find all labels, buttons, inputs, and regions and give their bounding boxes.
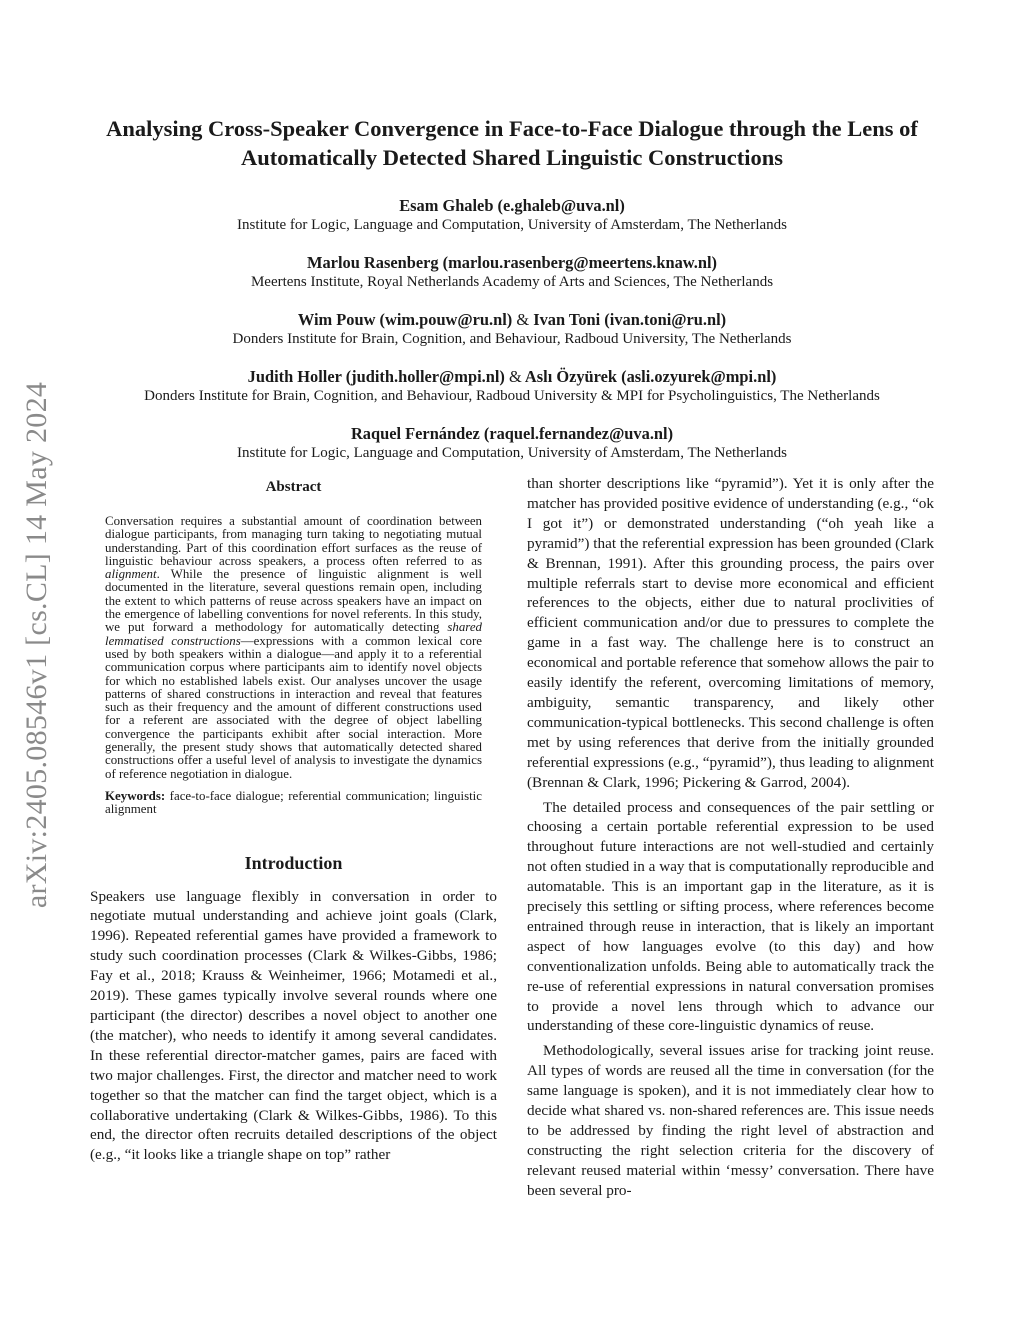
author-list (90, 195, 934, 463)
paper-title: Analysing Cross-Speaker Convergence in Face-to-Face Dialogue through the Lens of Automatically Detected Shared Linguistic Constructions (106, 116, 918, 170)
author-group (90, 423, 934, 463)
author-names-pair (90, 309, 934, 330)
arxiv-stamp (8, 345, 66, 945)
author-name: Raquel Fernández (raquel.fernandez@uva.nl) (350, 424, 674, 443)
author-separator: & (516, 310, 530, 329)
author-separator: & (508, 367, 522, 386)
author-group (90, 309, 934, 349)
right-column (527, 474, 934, 1201)
section-heading-introduction: Introduction (244, 852, 343, 873)
emphasis-shared-constructions: shared lemmatised constructions (105, 620, 482, 648)
keywords (105, 790, 482, 817)
body-paragraph: Speakers use language flexibly in conversation in order to negotiate mutual understanding and achieve joint goals (Clark, 1996). Repeated referential games have provided a framework to study such coordination processes (Clark & Wilkes-Gibbs, 1986; Fay et al., 2018; Krauss & Weinheimer, 1966; Motamedi et al., 2019). These games typically involve several rounds where one participant (the director) describes a novel object to another one (the matcher), who needs to identify it among several candidates. In these referential director-matcher games, pairs are faced with two major challenges. First, the director and matcher need to work together so that the matcher can find the target object, which is a collaborative undertaking (Clark & Wilkes-Gibbs, 1986). To this end, the director often recruits detailed descriptions of the object (e.g., “it looks like a triangle shape on top” rather (90, 887, 497, 1164)
author-group (90, 366, 934, 406)
abstract-text: Conversation requires a substantial amount of coordination between dialogue participants, from managing turn taking to negotiating mutual understanding. Part of this coordination effort surfaces as the reuse of linguistic behaviour across speakers, a process often referred to as alignment. While the presence of linguistic alignment is well documented in the literature, several questions remain open, including the extent to which patterns of reuse across speakers have an impact on the emergence of labelling conventions for novel referents. In this study, we put forward a methodology for automatically detecting shared lemmatised constructions—expressions with a common lexical core used by both speakers within a dialogue—and apply it to a referential communication corpus where participants aim to identify novel objects for which no established labels exist. Our analyses uncover the usage patterns of shared constructions in interaction and reveal that features such as their frequency and the amount of different constructions used for a referent are associated with the degree of object labelling convergence the participants exhibit after social interaction. More generally, the present study shows that automatically detected shared constructions offer a useful level of analysis to investigate the dynamics of reference negotiation in dialogue. (105, 514, 482, 781)
abstract-section (90, 478, 497, 817)
author-affiliation: Meertens Institute, Royal Netherlands Academy of Arts and Sciences, The Netherlands (250, 274, 774, 290)
body-paragraph: The detailed process and consequences of the pair settling or choosing a certain portable referential expression to be used throughout future interactions are not well-studied and certainly not often studied in a way that is computationally reproducible and automatable. This is an important gap in the literature, as it is precisely this settling or sifting process, where references become entrained through reuse in interaction, that is likely an important aspect of how languages evolve (to this day) and how conventionalization unfolds. Being able to automatically track the re-use of referential expressions in natural conversation promises to provide a novel lens through which to advance our understanding of these core-linguistic dynamics of reuse. (527, 798, 934, 1035)
left-column (90, 478, 497, 1165)
keywords-label: Keywords: (105, 788, 166, 803)
title-block (90, 114, 934, 480)
author-name: Judith Holler (judith.holler@mpi.nl) (247, 367, 505, 386)
author-name: Wim Pouw (wim.pouw@ru.nl) (297, 310, 513, 329)
abstract-heading: Abstract (265, 479, 322, 495)
author-names-pair (90, 366, 934, 387)
author-affiliation: Donders Institute for Brain, Cognition, and Behaviour, Radboud University, The Netherlands (232, 331, 792, 347)
emphasis-alignment: alignment (105, 567, 157, 582)
body-paragraph: Methodologically, several issues arise for tracking joint reuse. All types of words are reused all the time in conversation (for the same language is spoken), and it is not immediately clear how to decide what shared vs. non-shared references are. This issue needs to be addressed by finding the right level of abstraction and constructing the right selection criteria for the discovery of relevant reused material within ‘messy’ conversation. There have been several pro- (527, 1042, 934, 1199)
author-name: Aslı Özyürek (asli.ozyurek@mpi.nl) (524, 367, 777, 386)
arxiv-id: arXiv:2405.08546v1 [cs.CL] 14 May 2024 (20, 381, 53, 909)
author-name: Esam Ghaleb (e.ghaleb@uva.nl) (399, 196, 625, 215)
author-affiliation: Donders Institute for Brain, Cognition, and Behaviour, Radboud University & MPI for Psycholinguistics, The Netherlands (144, 388, 880, 404)
author-name: Marlou Rasenberg (marlou.rasenberg@meertens.knaw.nl) (307, 253, 717, 272)
author-name: Ivan Toni (ivan.toni@ru.nl) (533, 310, 727, 329)
keywords-text: face-to-face dialogue; referential communication; linguistic alignment (105, 788, 482, 817)
author-affiliation: Institute for Logic, Language and Computation, University of Amsterdam, The Netherlands (236, 217, 787, 233)
author-group (90, 195, 934, 235)
author-affiliation: Institute for Logic, Language and Computation, University of Amsterdam, The Netherlands (236, 445, 787, 461)
author-group (90, 252, 934, 292)
body-paragraph: than shorter descriptions like “pyramid”). Yet it is only after the matcher has provided positive evidence of understanding (e.g., “ok I got it”) or demonstrated understanding (“oh yeah like a pyramid”) that the referential expression has been grounded (Clark & Brennan, 1991). After this grounding process, the pairs over multiple referrals start to devise more economical and efficient references to the objects, either due to natural proclivities of efficient communication and/or due to pressures to complete the game in a fast way. The challenge here is to construct an economical and portable reference that somehow allows the pair to easily identify the referent, overcoming limitations of memory, ambiguity, semantic transparency, and likely other communication-typical bottlenecks. This second challenge is often met by using references that derive from the initially grounded referential expressions (e.g., “pyramid”), thus leading to alignment (Brennan & Clark, 1996; Pickering & Garrod, 2004). (527, 475, 934, 791)
